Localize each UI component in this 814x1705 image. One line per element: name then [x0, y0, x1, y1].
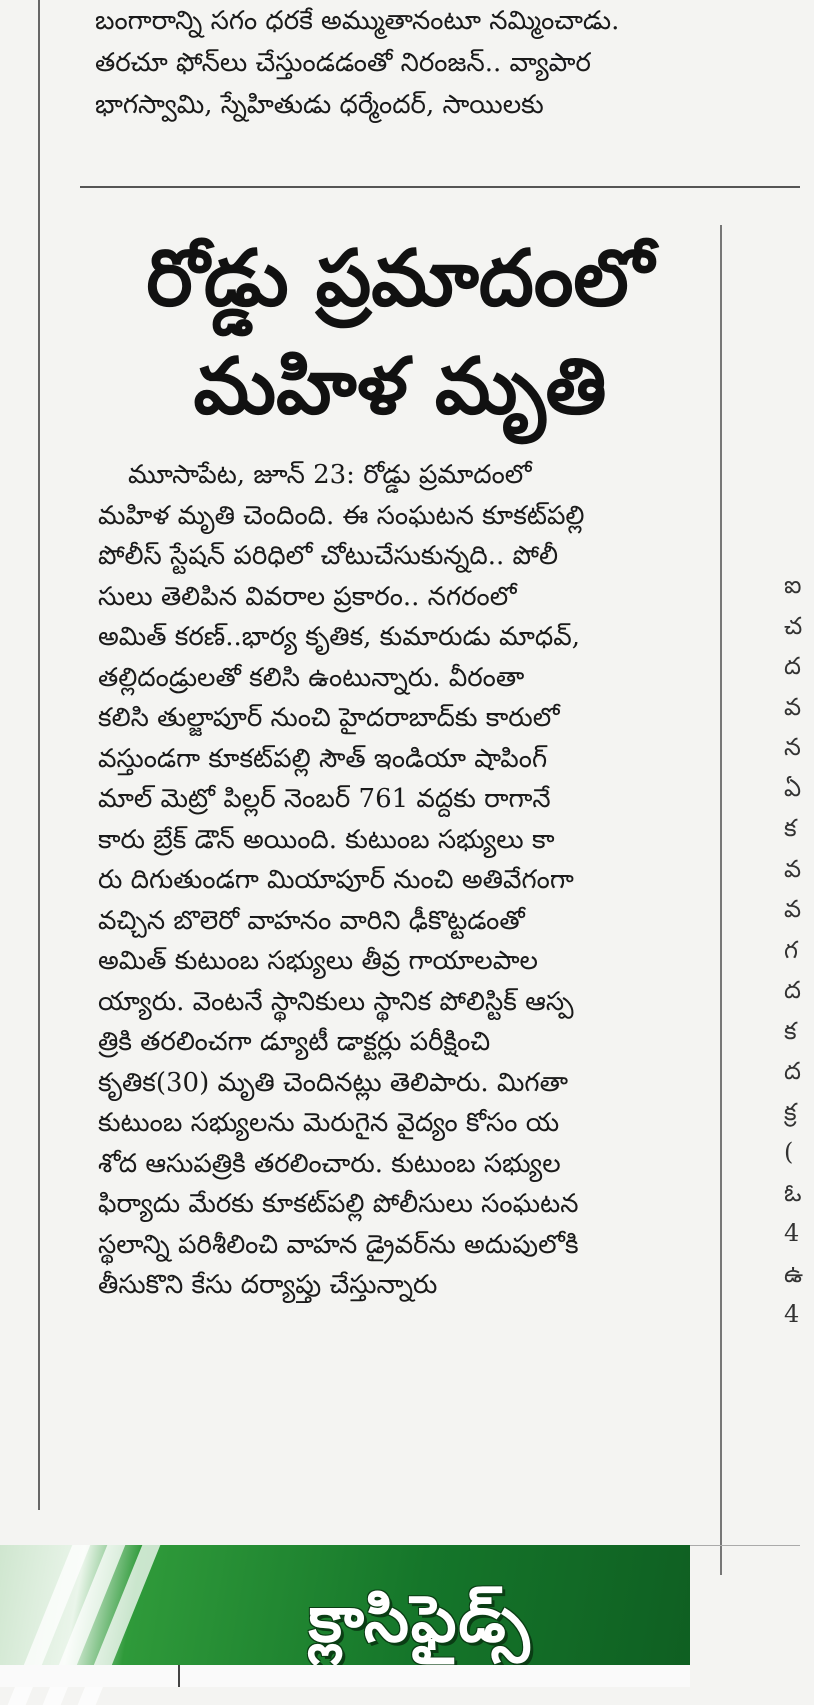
- fragment-char: 4: [784, 1300, 800, 1328]
- fragment-char: వ: [784, 895, 802, 923]
- fragment-char: ఐ: [784, 571, 802, 599]
- fragment-char: చ: [784, 611, 803, 640]
- article-line: తీసుకొని కేసు దర్యాప్తు చేస్తున్నారు: [98, 1270, 438, 1300]
- article-headline: [110, 225, 690, 441]
- fragment-char: ద: [784, 1057, 801, 1085]
- article-line: స్థలాన్ని పరిశీలించి వాహన డ్రైవర్‌ను అదుపులోకి: [98, 1229, 579, 1260]
- article-line: కృతిక(30) మృతి చెందినట్లు తెలిపారు. మిగతా: [98, 1067, 569, 1098]
- article-line: కుటుంబ సభ్యులను మెరుగైన వైద్యం కోసం య: [98, 1108, 560, 1138]
- snippet-line: తరచూ ఫోన్‌లు చేస్తుండడంతో నిరంజన్.. వ్యాపార: [95, 48, 591, 78]
- article-line: సులు తెలిపిన వివరాల ప్రకారం.. నగరంలో: [98, 581, 517, 612]
- fragment-char: క్ర: [784, 1097, 797, 1126]
- article-line: అమిత్ కుటుంబ సభ్యులు తీవ్ర గాయాలపాల: [98, 946, 538, 976]
- article-line: వస్తుండగా కూకట్‌పల్లి సౌత్ ఇండియా షాపింగ్: [98, 743, 548, 774]
- fragment-char: ద: [784, 652, 801, 680]
- fragment-char: వ: [784, 854, 802, 883]
- section-divider: [80, 186, 800, 188]
- column-rule-left: [38, 0, 40, 1510]
- fragment-char: (: [784, 1138, 794, 1166]
- article-line: శోద ఆసుపత్రికి తరలించారు. కుటుంబ సభ్యుల: [98, 1148, 561, 1179]
- snippet-line: బంగారాన్ని సగం ధరకే అమ్ముతానంటూ నమ్మించాడు.: [95, 6, 620, 36]
- snippet-line: భాగస్వామి, స్నేహితుడు ధర్మేందర్, సాయిలకు: [95, 90, 544, 120]
- fragment-char: ద: [784, 976, 801, 1004]
- headline-line-2: మహిళ మృతి: [193, 342, 607, 432]
- article-line: పోలీస్ స్టేషన్ పరిధిలో చోటుచేసుకున్నది.. పోలీ: [98, 541, 559, 571]
- fragment-char: న: [784, 733, 801, 761]
- article-line: వచ్చిన బొలెరో వాహనం వారిని ఢీకొట్టడంతో: [98, 905, 525, 936]
- classifieds-title: క్లాసిఫైడ్స్: [308, 1583, 532, 1657]
- article-line: తల్లిదండ్రులతో కలిసి ఉంటున్నారు. వీరంతా: [98, 662, 525, 693]
- fragment-char: క: [784, 814, 797, 842]
- fragment-char: ఓ: [784, 1178, 802, 1207]
- fragment-char: ఉ: [784, 1259, 804, 1288]
- article-line: కారు బ్రేక్ డౌన్ అయింది. కుటుంబ సభ్యులు కా: [98, 824, 555, 855]
- headline-line-1: రోడ్డు ప్రమాదంలో: [146, 234, 654, 324]
- article-line: మాల్ మెట్రో పిల్లర్ నెంబర్ 761 వద్దకు రాగానే: [98, 784, 551, 814]
- fragment-char: వ: [784, 692, 802, 721]
- column-rule-right: [720, 225, 722, 1575]
- classifieds-subpanel: [0, 1665, 690, 1687]
- fragment-char: 4: [784, 1219, 800, 1247]
- article-line: అమిత్ కరణ్..భార్య కృతిక, కుమారుడు మాధవ్,: [98, 622, 580, 652]
- fragment-char: క: [784, 1016, 797, 1045]
- article-body: [98, 455, 698, 1306]
- fragment-char: ఏ: [784, 773, 802, 802]
- adjacent-column-fragment: [784, 565, 814, 1335]
- article-line: త్రికి తరలించగా డ్యూటీ డాక్టర్లు పరీక్షించి: [98, 1027, 491, 1057]
- article-line: మూసాపేట, జూన్ 23: రోడ్డు ప్రమాదంలో: [128, 460, 532, 490]
- article-line: రు దిగుతుండగా మియాపూర్ నుంచి అతివేగంగా: [98, 865, 574, 895]
- article-line: ఫిర్యాదు మేరకు కూకట్‌పల్లి పోలీసులు సంఘటన: [98, 1189, 579, 1219]
- article-line: య్యారు. వెంటనే స్థానికులు స్థానిక పోలిస్టిక్ ఆస్ప: [98, 986, 574, 1017]
- article-line: మహిళ మృతి చెందింది. ఈ సంఘటన కూకట్‌పల్లి: [98, 500, 585, 531]
- fragment-char: గ: [784, 935, 798, 964]
- previous-article-snippet: [95, 0, 775, 126]
- article-line: కలిసి తుల్జాపూర్ నుంచి హైదరాబాద్‌కు కారులో: [98, 703, 560, 733]
- subpanel-divider: [178, 1665, 180, 1687]
